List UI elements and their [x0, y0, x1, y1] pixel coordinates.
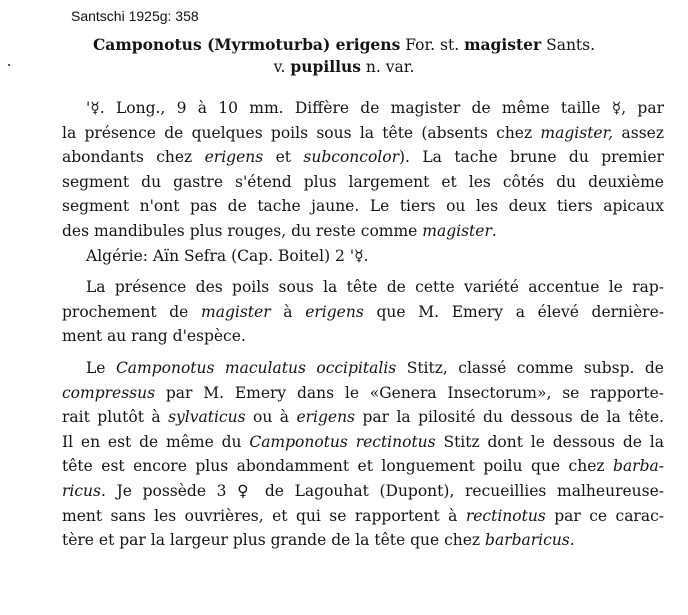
text-span: ou à	[245, 408, 297, 427]
p3-line-3: ment au rang d'espèce.	[62, 327, 246, 346]
text-span: .	[569, 531, 575, 550]
italic-taxon: rectinotus	[465, 506, 546, 525]
italic-taxon: magister,	[540, 123, 614, 142]
italic-taxon: sylvaticus	[168, 408, 246, 427]
heading-variety-prefix: v.	[273, 58, 291, 76]
text-span: assez	[613, 123, 664, 142]
p4-line-4	[62, 430, 664, 455]
p4-line-2	[62, 381, 664, 406]
p1-line-6	[62, 219, 664, 244]
p1-line-5: segment n'ont pas de tache jaune. Le tiers ou les deux tiers apicaux	[62, 197, 664, 216]
p4-line-8	[62, 528, 664, 553]
italic-taxon: erigens	[305, 302, 364, 321]
italic-taxon: magister	[201, 302, 271, 321]
taxon-heading	[0, 34, 688, 78]
italic-taxon: erigens	[296, 408, 356, 427]
text-span: tère et par la largeur plus grande de la tête que chez	[62, 531, 486, 550]
text-span: par M. Emery dans le «Genera Insectorum», se rapporte-	[155, 383, 664, 402]
p4-line-7	[62, 504, 664, 529]
heading-genus: Camponotus (Myrmoturba) erigens	[92, 35, 401, 54]
text-span: prochement de	[62, 302, 202, 321]
heading-author-2: Sants.	[541, 36, 596, 54]
text-span: Il en est de même du	[62, 432, 250, 451]
italic-taxon: compressus	[62, 383, 156, 402]
italic-taxon: Camponotus maculatus occipitalis	[115, 358, 397, 377]
italic-taxon: erigens	[204, 148, 264, 167]
text-span: Stitz, classé comme subsp. de	[396, 358, 664, 377]
heading-line-1	[0, 34, 688, 56]
text-span: la présence de quelques poils sous la tête (absents chez	[62, 123, 541, 142]
article-body	[62, 96, 664, 553]
text-span: Je possède 3 ♀ de Lagouhat (Dupont), recueillies malheureuse-	[105, 481, 664, 500]
text-span: et	[263, 148, 304, 167]
heading-subspecies: magister	[464, 35, 542, 54]
text-span: ment sans les ouvrières, et qui se rapportent à	[62, 506, 466, 525]
p3-line-2	[62, 300, 664, 325]
text-span: à	[270, 302, 306, 321]
text-span: par la pilosité du dessous de la tête.	[355, 408, 664, 427]
p1-line-4: segment du gastre s'étend plus largement et les côtés du deuxième	[62, 172, 664, 191]
heading-author: For. st.	[400, 36, 465, 54]
text-span: des mandibules plus rouges, du reste comme	[62, 221, 423, 240]
p2-locality: Algérie: Aïn Sefra (Cap. Boitel) 2 '☿.	[86, 246, 369, 265]
italic-taxon: Camponotus rectinotus	[249, 432, 436, 451]
text-span: tête est encore plus abondamment et longuement poilu que chez	[62, 457, 614, 476]
heading-variety: pupillus	[290, 57, 361, 76]
p4-line-6	[62, 479, 664, 504]
heading-variety-suffix: n. var.	[360, 58, 415, 76]
italic-taxon: subconcolor	[303, 148, 399, 167]
p4-line-5	[62, 454, 664, 479]
italic-taxon: magister	[422, 221, 492, 240]
text-span: rait plutôt à	[62, 408, 169, 427]
p3-line-1: La présence des poils sous la tête de cette variété accentue le rap-	[86, 278, 664, 297]
p1-line-3	[62, 145, 664, 170]
text-span: ). La tache brune du premier	[399, 148, 664, 167]
text-span: par ce carac-	[545, 506, 664, 525]
italic-taxon: barba-	[613, 457, 664, 476]
p4-line-1	[62, 356, 664, 381]
p4-line-3	[62, 405, 664, 430]
italic-taxon: barbaricus	[485, 531, 570, 550]
text-span: que M. Emery a élevé dernière-	[363, 302, 664, 321]
heading-line-2	[0, 56, 688, 78]
p1-line-1: '☿. Long., 9 à 10 mm. Diffère de magister de même taille ☿, par	[86, 99, 664, 117]
italic-taxon: ricus.	[62, 481, 106, 500]
text-span: Le	[86, 358, 116, 377]
citation: Santschi 1925g: 358	[71, 8, 199, 24]
text-span: abondants chez	[62, 148, 205, 167]
text-span: .	[491, 221, 497, 240]
text-span: Stitz dont le dessous de la	[435, 432, 664, 451]
p1-line-2	[62, 121, 664, 146]
